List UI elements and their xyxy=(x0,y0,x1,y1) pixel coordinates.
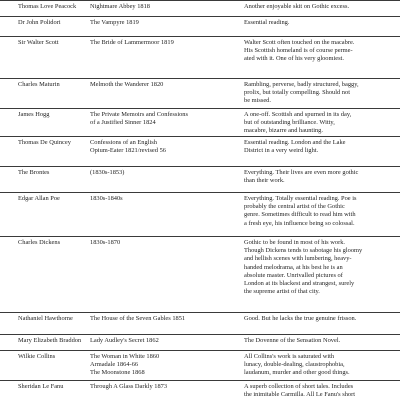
author-name: Dr John Polidori xyxy=(18,19,61,26)
note-line: The Dovenne of the Sensation Novel. xyxy=(244,337,341,344)
note-line: prolix, but totally compelling. Should not xyxy=(244,89,350,97)
note-line: be missed. xyxy=(244,97,271,105)
author-name: Nathaniel Hawthorne xyxy=(18,315,73,322)
notes-cell xyxy=(244,139,394,155)
note-line: the supreme artist of that city. xyxy=(244,288,320,296)
works-cell xyxy=(90,139,238,155)
note-line: District in a very weird light. xyxy=(244,147,319,155)
work-title: Nightmare Abbey 1818 xyxy=(90,3,150,10)
work-title: of a Justified Sinner 1824 xyxy=(90,119,156,127)
work-title: Confessions of an English xyxy=(90,139,157,146)
note-line: ated with it. One of his very gloomiest. xyxy=(244,55,344,63)
author-name: Thomas Love Peacock xyxy=(18,3,77,10)
note-line: than their work. xyxy=(244,177,285,185)
works-cell xyxy=(90,239,238,247)
note-line: Essential reading. xyxy=(244,19,290,26)
work-title: Melmoth the Wanderer 1820 xyxy=(90,81,164,88)
work-title: The Vampyre 1819 xyxy=(90,19,139,26)
works-cell xyxy=(90,353,238,378)
note-line: lunacy, double-dealing, claustrophobia, xyxy=(244,361,345,369)
author-name: The Brontes xyxy=(18,169,50,176)
author-name: James Hogg xyxy=(18,111,50,118)
table-row xyxy=(0,16,400,37)
work-title: 1830s-1870 xyxy=(90,239,121,246)
notes-cell xyxy=(244,39,394,64)
note-line: laudanum, murder and other good things. xyxy=(244,369,350,377)
table-row xyxy=(0,236,400,313)
note-line: Everything. Their lives are even more gothic xyxy=(244,169,359,176)
note-line: handed melodrama, at his best he is an xyxy=(244,263,343,271)
note-line: London at its blackest and strangest, surely xyxy=(244,280,355,288)
notes-cell xyxy=(244,239,394,296)
table-row xyxy=(0,166,400,193)
work-title: Through A Glass Darkly 1873 xyxy=(90,383,168,390)
notes-cell xyxy=(244,3,394,11)
author-name: Sir Walter Scott xyxy=(18,39,59,46)
work-title: The Moonstone 1868 xyxy=(90,369,145,377)
note-line: Though Dickens tends to sabotage his gloomy xyxy=(244,247,363,255)
author-name: Charles Dickens xyxy=(18,239,61,246)
table-row xyxy=(0,380,400,400)
notes-cell xyxy=(244,19,394,27)
note-line: genre. Sometimes difficult to read him with xyxy=(244,211,356,219)
note-line: Walter Scott often touched on the macabre. xyxy=(244,39,355,46)
note-line: macabre, bizarre and haunting. xyxy=(244,127,323,135)
table-row xyxy=(0,334,400,351)
notes-cell xyxy=(244,353,394,378)
work-title: The Woman in White 1860 xyxy=(90,353,160,360)
author-name: Thomas De Quincey xyxy=(18,139,71,146)
table-row xyxy=(0,36,400,79)
works-cell xyxy=(90,81,238,89)
work-title: Lady Audley's Secret 1862 xyxy=(90,337,159,344)
work-title: Armadale 1864-66 xyxy=(90,361,139,369)
table-row xyxy=(0,312,400,335)
note-line: Another enjoyable skit on Gothic excess. xyxy=(244,3,350,10)
note-line: All Collins's work is saturated with xyxy=(244,353,335,360)
work-title: The Private Memoirs and Confessions xyxy=(90,111,188,118)
table-row xyxy=(0,192,400,237)
table-row xyxy=(0,108,400,137)
work-title: (1830s-1853) xyxy=(90,169,125,176)
table-row xyxy=(0,0,400,17)
note-line: His Scottish homeland is of course perme- xyxy=(244,47,353,55)
table-row xyxy=(0,78,400,109)
notes-cell xyxy=(244,315,394,323)
note-line: A one-off. Scottish and spurned in its day, xyxy=(244,111,352,118)
notes-cell xyxy=(244,383,394,399)
note-line: a fresh eye, his influence being so colossal. xyxy=(244,219,355,227)
note-line: and hellish scenes with lumbering, heavy- xyxy=(244,255,352,263)
note-line: but of outstanding brilliance. Witty, xyxy=(244,119,335,127)
note-line: Gothic to be found in most of his work. xyxy=(244,239,345,246)
notes-cell xyxy=(244,337,394,345)
work-title: 1830s-1840s xyxy=(90,195,123,202)
work-title: The House of the Seven Gables 1851 xyxy=(90,315,186,322)
note-line: Essential reading. London and the Lake xyxy=(244,139,346,146)
works-cell xyxy=(90,19,238,27)
works-cell xyxy=(90,3,238,11)
works-cell xyxy=(90,383,238,391)
work-title: The Bride of Lammermoor 1819 xyxy=(90,39,174,46)
author-name: Edgar Allan Poe xyxy=(18,195,60,202)
works-cell xyxy=(90,315,238,323)
works-cell xyxy=(90,195,238,203)
note-line: Everything. Totally essential reading. Poe is xyxy=(244,195,357,202)
author-name: Wilkie Collins xyxy=(18,353,56,360)
works-cell xyxy=(90,169,238,177)
notes-cell xyxy=(244,81,394,106)
works-cell xyxy=(90,39,238,47)
author-name: Mary Elizabeth Braddon xyxy=(18,337,82,344)
note-line: absolute master. Unrivalled pictures of xyxy=(244,271,343,279)
note-line: Rambling, perverse, badly structured, baggy, xyxy=(244,81,359,88)
note-line: the inimitable Carmilla. All Le Fanu's short xyxy=(244,391,356,399)
notes-cell xyxy=(244,195,394,228)
work-title: Opium-Eater 1821/revised 56 xyxy=(90,147,166,155)
note-line: A superb collection of short tales. Includes xyxy=(244,383,354,390)
note-line: probably the central artist of the Gothic xyxy=(244,203,345,211)
notes-cell xyxy=(244,111,394,136)
table-row xyxy=(0,350,400,381)
notes-cell xyxy=(244,169,394,185)
note-line: Good. But he lacks the true genuine frisson. xyxy=(244,315,357,322)
author-name: Sheridan Le Fanu xyxy=(18,383,64,390)
works-cell xyxy=(90,111,238,127)
author-name: Charles Maturin xyxy=(18,81,60,88)
works-cell xyxy=(90,337,238,345)
table-row xyxy=(0,136,400,167)
